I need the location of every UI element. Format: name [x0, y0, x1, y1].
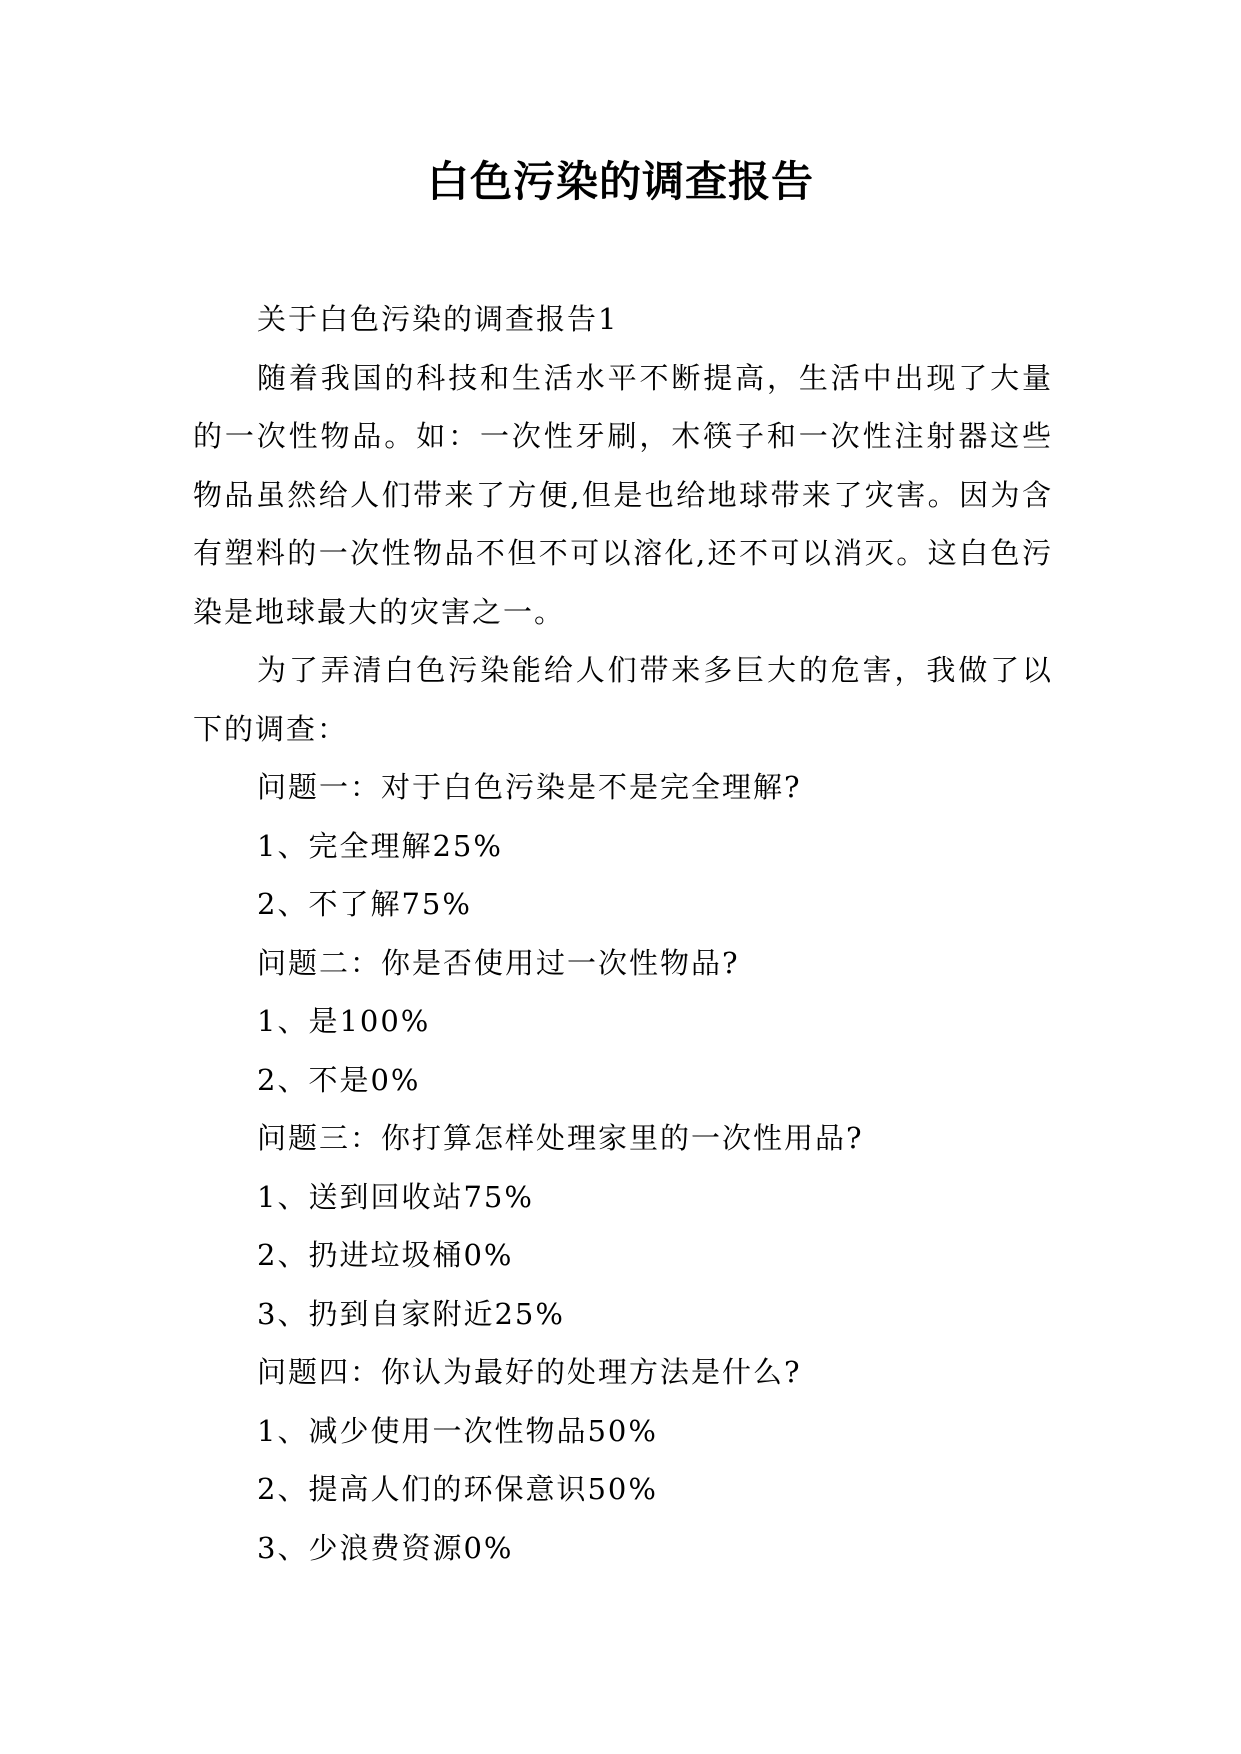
report-heading: 关于白色污染的调查报告1	[257, 302, 619, 336]
question-2: 问题二：你是否使用过一次性物品?	[257, 945, 740, 980]
question-1-answer-1: 1、完全理解25%	[257, 828, 503, 863]
document-body	[193, 290, 1053, 1577]
question-3: 问题三：你打算怎样处理家里的一次性用品?	[257, 1121, 864, 1155]
question-4-answer-2: 2、提高人们的环保意识50%	[257, 1472, 658, 1506]
question-1-answer-2: 2、不了解75%	[257, 887, 472, 921]
survey-intro-paragraph: 为了弄清白色污染能给人们带来多巨大的危害，我做了以下的调查：	[193, 653, 1053, 746]
question-3-answer-3: 3、扔到自家附近25%	[257, 1296, 565, 1331]
question-1: 问题一：对于白色污染是不是完全理解?	[257, 770, 802, 804]
document-title: 白色污染的调查报告	[426, 157, 814, 206]
question-4-answer-3: 3、少浪费资源0%	[257, 1530, 514, 1565]
question-3-answer-1: 1、送到回收站75%	[257, 1179, 534, 1214]
question-3-answer-2: 2、扔进垃圾桶0%	[257, 1238, 514, 1272]
question-4-answer-1: 1、减少使用一次性物品50%	[257, 1413, 658, 1448]
intro-paragraph: 随着我国的科技和生活水平不断提高，生活中出现了大量的一次性物品。如：一次性牙刷，木筷子和一次性注射器这些物品虽然给人们带来了方便,但是也给地球带来了灾害。因为含有塑料的一次性物品不但不可以溶化,还不可以消灭。这白色污染是地球最大的灾害之一。	[193, 360, 1053, 629]
question-2-answer-2: 2、不是0%	[257, 1062, 421, 1097]
question-4: 问题四：你认为最好的处理方法是什么?	[257, 1355, 802, 1389]
question-2-answer-1: 1、是100%	[257, 1004, 431, 1038]
